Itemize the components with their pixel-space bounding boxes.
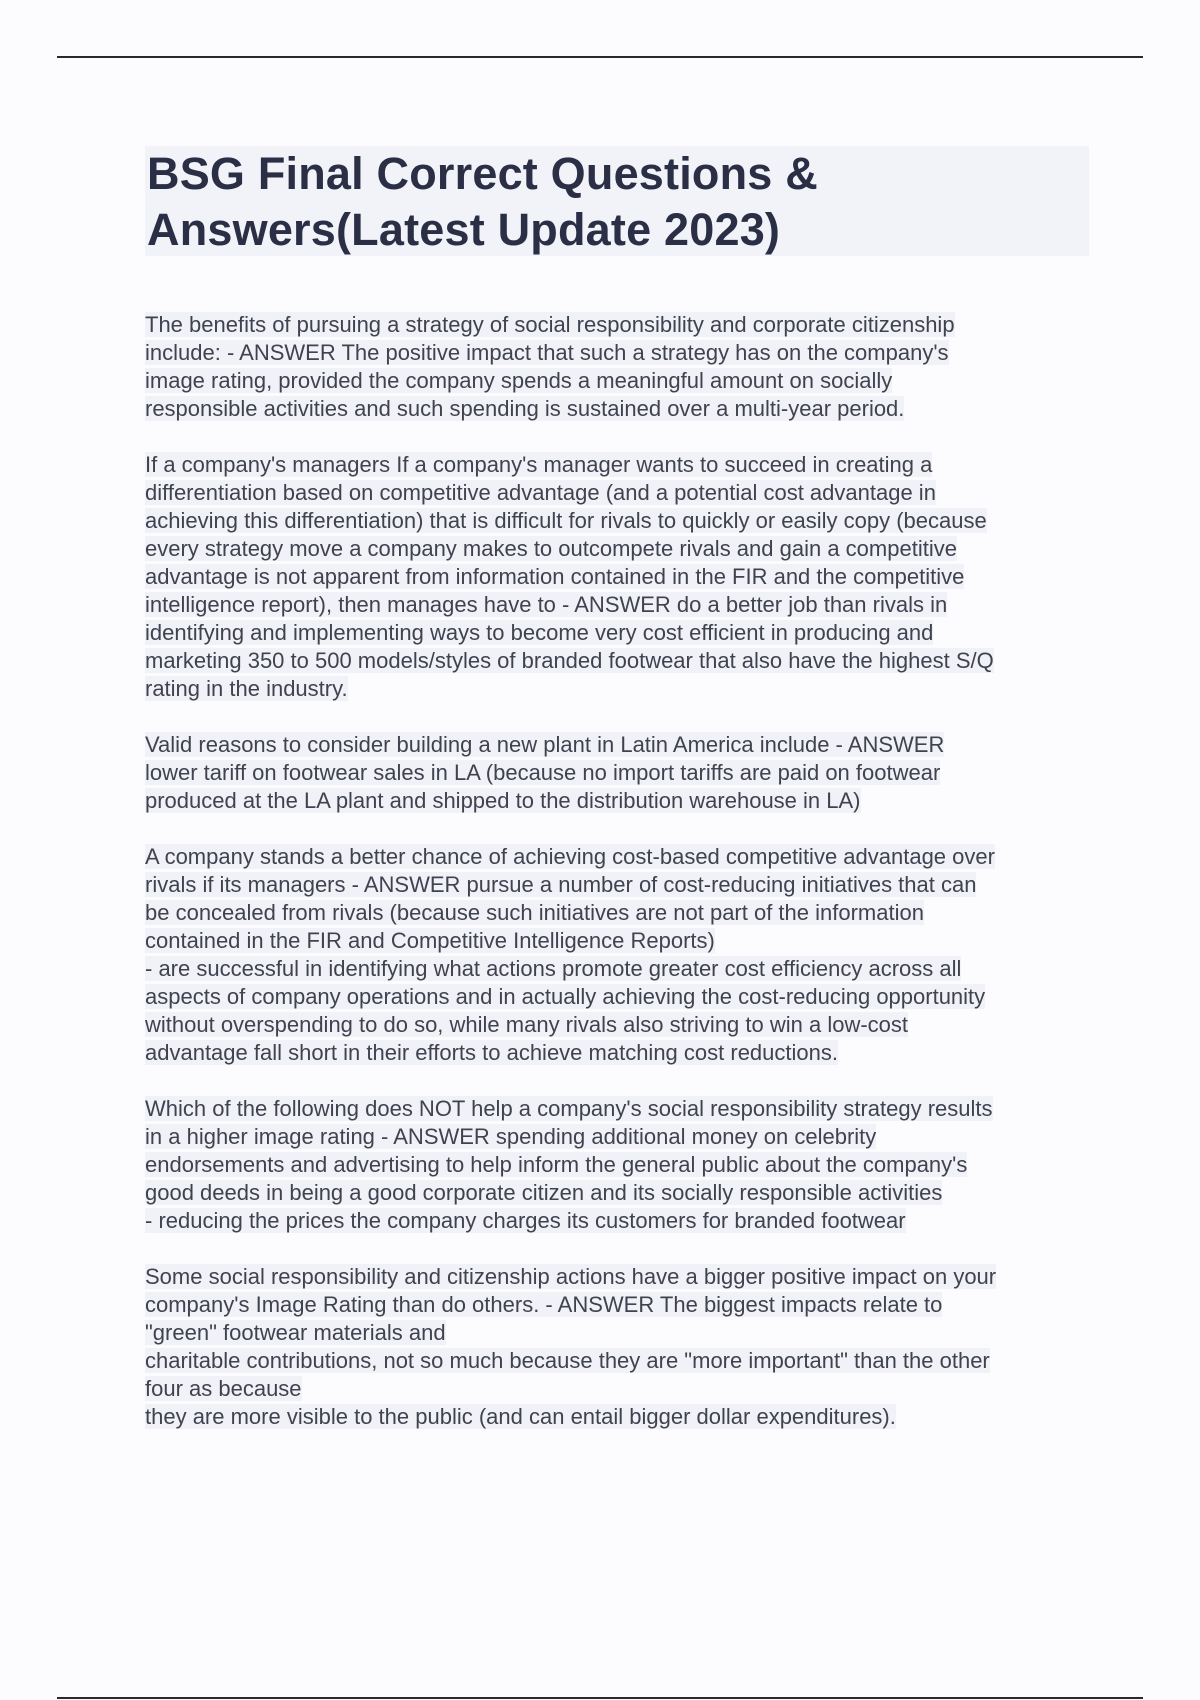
qa-line-text: charitable contributions, not so much because they are "more important" than the other bbox=[145, 1348, 990, 1373]
qa-paragraph bbox=[145, 1095, 1090, 1235]
qa-line-text: every strategy move a company makes to outcompete rivals and gain a competitive bbox=[145, 536, 957, 561]
qa-line-text: image rating, provided the company spends a meaningful amount on socially bbox=[145, 368, 893, 393]
qa-paragraph bbox=[145, 1263, 1090, 1431]
qa-line-text: four as because bbox=[145, 1376, 302, 1401]
qa-line-text: they are more visible to the public (and can entail bigger dollar expenditures). bbox=[145, 1404, 896, 1429]
qa-line bbox=[145, 451, 1090, 479]
qa-line-text: lower tariff on footwear sales in LA (because no import tariffs are paid on footwear bbox=[145, 760, 941, 785]
qa-line bbox=[145, 367, 1090, 395]
qa-line bbox=[145, 1403, 1090, 1431]
bottom-rule bbox=[57, 1697, 1143, 1699]
qa-line-text: advantage is not apparent from information contained in the FIR and the competitive bbox=[145, 564, 965, 589]
qa-line bbox=[145, 311, 1090, 339]
qa-line-text: A company stands a better chance of achieving cost-based competitive advantage over bbox=[145, 844, 995, 869]
qa-list bbox=[145, 311, 1090, 1459]
qa-line-text: produced at the LA plant and shipped to the distribution warehouse in LA) bbox=[145, 788, 861, 813]
qa-line-text: good deeds in being a good corporate citizen and its socially responsible activities bbox=[145, 1180, 943, 1205]
qa-line-text: Which of the following does NOT help a company's social responsibility strategy results bbox=[145, 1096, 993, 1121]
qa-line bbox=[145, 339, 1090, 367]
qa-line bbox=[145, 955, 1090, 983]
qa-line-text: rating in the industry. bbox=[145, 676, 348, 701]
qa-line-text: - are successful in identifying what actions promote greater cost efficiency across all bbox=[145, 956, 962, 981]
qa-line bbox=[145, 1123, 1090, 1151]
qa-line bbox=[145, 899, 1090, 927]
title-line: BSG Final Correct Questions & bbox=[147, 148, 818, 199]
top-rule bbox=[57, 56, 1143, 58]
qa-line bbox=[145, 1095, 1090, 1123]
qa-line bbox=[145, 1319, 1090, 1347]
qa-line-text: marketing 350 to 500 models/styles of branded footwear that also have the highest S/Q bbox=[145, 648, 994, 673]
qa-line-text: include: - ANSWER The positive impact that such a strategy has on the company's bbox=[145, 340, 949, 365]
qa-line-text: Valid reasons to consider building a new plant in Latin America include - ANSWER bbox=[145, 732, 945, 757]
qa-line-text: rivals if its managers - ANSWER pursue a number of cost-reducing initiatives that can bbox=[145, 872, 977, 897]
qa-line bbox=[145, 535, 1090, 563]
qa-line-text: be concealed from rivals (because such initiatives are not part of the information bbox=[145, 900, 924, 925]
qa-line bbox=[145, 759, 1090, 787]
qa-line bbox=[145, 787, 1090, 815]
qa-line-text: intelligence report), then manages have to - ANSWER do a better job than rivals in bbox=[145, 592, 948, 617]
qa-line-text: endorsements and advertising to help inform the general public about the company's bbox=[145, 1152, 968, 1177]
qa-line-text: If a company's managers If a company's manager wants to succeed in creating a bbox=[145, 452, 933, 477]
qa-line-text: achieving this differentiation) that is difficult for rivals to quickly or easily copy (because bbox=[145, 508, 987, 533]
qa-line bbox=[145, 927, 1090, 955]
qa-line bbox=[145, 1039, 1090, 1067]
qa-line-text: identifying and implementing ways to become very cost efficient in producing and bbox=[145, 620, 934, 645]
qa-line-text: without overspending to do so, while many rivals also striving to win a low-cost bbox=[145, 1012, 909, 1037]
qa-line bbox=[145, 871, 1090, 899]
qa-line-text: responsible activities and such spending is sustained over a multi-year period. bbox=[145, 396, 905, 421]
qa-line bbox=[145, 983, 1090, 1011]
qa-line bbox=[145, 1291, 1090, 1319]
qa-paragraph bbox=[145, 731, 1090, 815]
qa-line-text: contained in the FIR and Competitive Intelligence Reports) bbox=[145, 928, 715, 953]
document-title bbox=[145, 146, 1089, 258]
qa-line-text: "green" footwear materials and bbox=[145, 1320, 446, 1345]
qa-line bbox=[145, 1179, 1090, 1207]
qa-paragraph bbox=[145, 451, 1090, 703]
qa-line bbox=[145, 1375, 1090, 1403]
qa-paragraph bbox=[145, 311, 1090, 423]
qa-line bbox=[145, 675, 1090, 703]
qa-line bbox=[145, 1347, 1090, 1375]
qa-line bbox=[145, 591, 1090, 619]
qa-line-text: - reducing the prices the company charges its customers for branded footwear bbox=[145, 1208, 906, 1233]
qa-line-text: aspects of company operations and in actually achieving the cost-reducing opportunity bbox=[145, 984, 986, 1009]
qa-line bbox=[145, 479, 1090, 507]
qa-line bbox=[145, 563, 1090, 591]
qa-line bbox=[145, 647, 1090, 675]
qa-line-text: The benefits of pursuing a strategy of social responsibility and corporate citizenship bbox=[145, 312, 955, 337]
title-block bbox=[145, 146, 1089, 256]
title-line: Answers(Latest Update 2023) bbox=[147, 204, 781, 255]
qa-line bbox=[145, 843, 1090, 871]
qa-line-text: in a higher image rating - ANSWER spending additional money on celebrity bbox=[145, 1124, 877, 1149]
qa-line bbox=[145, 1151, 1090, 1179]
qa-line-text: Some social responsibility and citizenship actions have a bigger positive impact on your bbox=[145, 1264, 997, 1289]
qa-line bbox=[145, 395, 1090, 423]
qa-line bbox=[145, 1011, 1090, 1039]
qa-line-text: company's Image Rating than do others. - ANSWER The biggest impacts relate to bbox=[145, 1292, 943, 1317]
qa-paragraph bbox=[145, 843, 1090, 1067]
qa-line bbox=[145, 1207, 1090, 1235]
qa-line bbox=[145, 619, 1090, 647]
qa-line bbox=[145, 507, 1090, 535]
qa-line bbox=[145, 1263, 1090, 1291]
qa-line-text: advantage fall short in their efforts to achieve matching cost reductions. bbox=[145, 1040, 838, 1065]
qa-line-text: differentiation based on competitive advantage (and a potential cost advantage in bbox=[145, 480, 936, 505]
qa-line bbox=[145, 731, 1090, 759]
